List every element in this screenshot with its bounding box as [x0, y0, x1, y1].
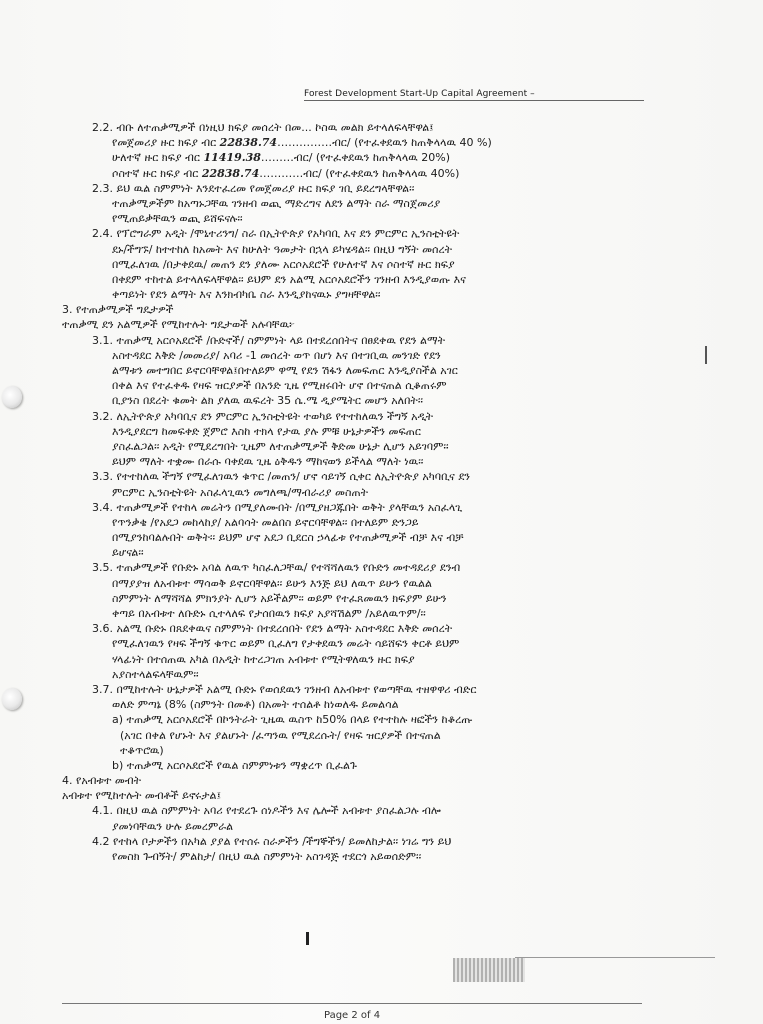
line-tail-text: ………ብር/ (የተፈቀደዉን ከጠቅላላዉ 20%): [260, 151, 451, 165]
line-text: ያስፈልጋል፡፡ አዲት የሚደረግበት ጊዜም ለተጠቃሚዎች ቅድመ ሁኔታ ሊሆን አይገባም፡፡: [112, 439, 449, 453]
line-tail-text: ……………ብር/ (የተፈቀደዉን ከጠቅላላዉ 40 %): [277, 136, 492, 150]
punch-hole: [2, 386, 22, 408]
line-text: ይህም ማለት ተቋሙ በራሱ ባቀደዉ ጊዜ ዕቅዱን ማከናወን ይችላል ማለት ነዉ፡፡: [112, 455, 424, 469]
line-text: ተቆጥሮዉ): [120, 743, 164, 757]
document-line: [62, 803, 662, 818]
document-line: [62, 682, 662, 697]
document-line: [62, 348, 662, 363]
document-line: [62, 439, 662, 454]
document-line: [62, 576, 662, 591]
margin-mark: [705, 346, 707, 364]
line-text: የጥንቃቄ /የአደጋ መከላከያ/ አልባሳት መልበስ ይኖርባቸዋል፡፡ በተለይም ድንጋይ: [112, 515, 419, 529]
handwritten-amount: 22838.74: [201, 166, 260, 180]
document-line: [62, 363, 662, 378]
line-text: ተጠቃሚ ደን አልሚዎች የሚከተሉት ግዴታወች አሉባቸዉ፦: [62, 318, 295, 332]
document-line: [62, 758, 662, 773]
document-line: [62, 545, 662, 560]
stamp-mark: [453, 958, 525, 982]
line-text: ሁለተኛ ዙር ክፍያ ብር: [112, 151, 204, 165]
document-line: [62, 743, 662, 758]
line-text: ስምምነት ለማሻሻል ምክንያት ሊሆን አይችልም፡፡ ወይም የተፈጸመዉን ክፍያም ይሁን: [112, 591, 447, 605]
line-text: አብቱተ የሚከተሉት መብቶች ይኖሩታል፤: [62, 789, 221, 803]
line-text: ተጠቃሚዎችም ከአጣኑጋቸዉ ገንዘብ ወጪ ማድረግና ለደን ልማት ስራ ማስጀመሪያ: [112, 196, 441, 210]
line-text: የሚጠይቃቸዉን ወጪ ይሸፍናሉ፡፡: [112, 212, 243, 226]
line-text: ያመነባቸዉን ሁሉ ይመረምራል: [112, 819, 234, 833]
line-text: እንዲያደርግ ከመፍቀድ ጀምሮ እስከ ተክላ የታዉ ያሉ ምቹ ሁኔታዎችን መፍጠር: [112, 424, 421, 438]
document-line: [62, 515, 662, 530]
document-line: [62, 196, 662, 211]
punch-hole: [2, 688, 22, 710]
line-text: a) ተጠቃሚ አርሶአደሮች በኮንትራት ጊዜዉ ዉስጥ ከ50% በላይ የተተከሉ ዛፎችን ከቆረጡ: [112, 713, 473, 727]
document-line: [62, 181, 662, 196]
handwritten-amount: 11419.38: [203, 151, 261, 165]
line-text: ሃላፊነት በተሰጠዉ አካል በአዲት ከተረጋገጠ አብቱተ የሚትዋለዉን ዙር ክፍያ: [112, 652, 415, 666]
line-text: b) ተጠቃሚ አርሶአደሮች የዉል ስምምነቱን ማቋረጥ ቢፈልጉ: [112, 758, 357, 772]
document-line: [62, 530, 662, 545]
document-line: [62, 378, 662, 393]
line-text: አያስተላልፍላቸዉም፡፡: [112, 667, 199, 681]
line-text: 3.5. ተጠቃሚዎች የቡድኑ አባል ለዉጥ ካስፈለጋቸዉ/ የተሻሻለዉን የቡድን መተዳደሪያ ደንብ: [92, 561, 461, 575]
document-line: [62, 424, 662, 439]
pen-mark: [306, 932, 309, 945]
line-text: በሚያንከባልሉበት ወቅት፡፡ ይህም ሆኖ አደጋ ቢደርስ ኃላፊቱ የተጠቃሚዎች ብቻ እና ብቻ: [112, 531, 464, 545]
line-text: 3.3. የተተከለዉ ችግኝ የሚፈለገዉን ቁጥር /መጠን/ ሆኖ ሳይገኝ ሲቀር ለኢትዮጵያ አካባቢና ደን: [92, 470, 471, 484]
line-text: አስተዳደር እቅድ /መመሪያ/ አባሪ -1 መሰረት ወጥ በሆነ እና በተገቢዉ መንገድ የደን: [112, 348, 441, 362]
line-text: ደኑ/ችግኙ/ ከተተከለ ከአመት እና ከሁለት ዓመታት በኋላ ይካሄዳል፡፡ በዚህ ግኝት መሰረት: [112, 242, 453, 256]
line-text: ቀጣይነት የደን ልማት እና እንክብካቤ ስራ እንዲያከናዉኑ ያግዛቸዋል፡፡: [112, 288, 381, 302]
line-text: ይሆናል፡፡: [112, 546, 144, 560]
line-text: 2.3. ይህ ዉል ስምምነት እንደተፈረመ የመጀመሪያ ዙር ክፍያ ገቢ ይደረግላቸዋል፡፡: [92, 181, 415, 195]
document-line: [62, 317, 662, 332]
document-line: [62, 485, 662, 500]
line-text: ቢያንስ በደረት ቁመት ልክ ያለዉ ዉፍረት 35 ሴ.ሜ ዲያሜትር መሆን አለበት፡፡: [112, 394, 424, 408]
line-text: ቀጣይ በአብቱተ ለቡድኑ ሲተላለፍ የታሰበዉን ክፍያ አያሻሽልም /አይለዉጥም/፡፡: [112, 607, 426, 620]
line-text: 3. የተጠቃሚዎች ግዴታዎች: [62, 303, 174, 317]
line-text: 4. የአብቱተ መብት: [62, 774, 141, 788]
document-line: [62, 500, 662, 515]
line-text: 2.2. ብቡ ለተጠቃሚዎች በነዚህ ክፍያ መሰረት በመ... ኮስዉ መልክ ይተላለፍላቸዋል፤: [92, 121, 434, 134]
document-line: [62, 257, 662, 272]
document-line: [62, 591, 662, 606]
line-text: ሶስተኛ ዙር ክፍያ ብር: [112, 166, 202, 180]
handwritten-amount: 22838.74: [219, 136, 278, 150]
document-line: [62, 272, 662, 287]
page-number: Page 2 of 4: [324, 1010, 381, 1021]
line-text: የመጀመሪያ ዙር ክፍያ ብር: [112, 136, 220, 150]
document-line: [62, 697, 662, 712]
footer-rule-right: [515, 957, 715, 958]
line-text: በሚፈለገዉ /በታቀደዉ/ መጠን ደን ያለሙ አርሶአደሮች የሁለተኛ እና ሶስተኛ ዙር ክፍያ: [112, 257, 455, 271]
document-line: [62, 287, 662, 302]
document-line: [62, 166, 662, 181]
document-line: [62, 712, 662, 727]
line-text: 3.7. በሚከተሉት ሁኔታዎች አልሚ ቡድኑ የወሰደዉን ገንዘብ ለአብቱተ የወጣቸዉ ተዘዋዋሪ ብድር: [92, 682, 477, 696]
document-line: [62, 120, 662, 135]
footer-rule: [62, 1003, 642, 1004]
document-line: [62, 409, 662, 424]
document-line: [62, 150, 662, 165]
document-line: [62, 606, 662, 621]
document-line: [62, 393, 662, 408]
line-text: 3.1. ተጠቃሚ አርሶአደሮች /ቡድኖች/ ስምምነት ላይ በተደረሰበትና በፀደቀዉ የደን ልማት: [92, 333, 446, 347]
line-tail-text: …………ብር/ (የተፈቀደዉን ከጠቅላላዉ 40%): [259, 166, 460, 180]
line-text: የመስክ ጉብኝት/ ምልከታ/ በዚህ ዉል ስምምነት አስገዳጅ ተደርጎ አይወሰድም፡፡: [112, 850, 422, 863]
document-header-title: Forest Development Start-Up Capital Agreement –: [304, 89, 535, 99]
line-text: (አገር በቀል የሆኑት እና ያልሆኑት /ፈጣንዉ የሚደረሱት/ የዛፍ ዝርያዎች በተናጠል: [120, 728, 441, 742]
document-line: [62, 788, 662, 803]
document-line: [62, 211, 662, 226]
document-line: [62, 849, 662, 864]
document-line: [62, 469, 662, 484]
document-line: [62, 728, 662, 743]
line-text: የሚፈለገዉን የዛፍ ችግኝ ቁጥር ወይም ቢፈለግ የታቀደዉን መሬት ሳይሸፍን ቀርቶ ይህም: [112, 637, 460, 651]
line-text: 4.2 የተከላ ቦታዎችን በአካል ያያል የተሰሩ ስራዎችን /ችግኞችን/ ይመለከታል፡፡ ነገሬ ግን ይህ: [92, 834, 452, 848]
document-line: [62, 819, 662, 834]
line-text: 4.1. በዚህ ዉል ስምምነት አባሪ የተደረጉ ሰነዶችን እና ሌሎች አብቱተ ያስፈልጋሉ ብሎ: [92, 804, 441, 818]
line-text: 3.4. ተጠቃሚዎች የተከላ መሬትን በሚያለሙበት /በሚያዘጋጁበት ወቅት ያላቸዉን አስፈላጊ: [92, 500, 463, 514]
document-line: [62, 242, 662, 257]
line-text: በቀደም ተከተል ይተላለፍላቸዋል፡፡ ይህም ደን አልሚ አርሶአደሮችን ገንዘብ እንዲያወጡ እና: [112, 272, 466, 286]
document-line: [62, 621, 662, 636]
line-text: በቀል እና የተፈቀዱ የዛፍ ዝርያዎች በአንድ ጊዜ የሚዘሩበት ሆኖ በተናጠል ሲቆጠሩም: [112, 379, 447, 393]
document-body: [62, 120, 662, 864]
document-line: [62, 667, 662, 682]
document-line: [62, 454, 662, 469]
header-rule: [304, 100, 644, 101]
document-line: [62, 773, 662, 788]
document-line: [62, 333, 662, 348]
line-text: 3.6. አልሚ ቡድኑ በጸደቀዉና ስምምነት በተደረሰበት የደን ልማት አስተዳደር እቅድ መሰረት: [92, 622, 453, 636]
line-text: 2.4. የፕሮግራም አዲት /ሞኒተሪንግ/ ስራ በኢትዮጵያ የአካባቢ እና ደን ምርምር ኢንስቲትዩት: [92, 227, 460, 241]
document-line: [62, 636, 662, 651]
document-line: [62, 560, 662, 575]
line-text: በማያያዝ ለአብቱተ ማሳወቅ ይኖርባቸዋል፡፡ ይሁን እንጅ ይህ ለዉጥ ይሁን የዉልል: [112, 576, 432, 590]
line-text: ልማቱን መተግበር ይኖርባቸዋል፤በተለይም ዋሚ የደን ሽፋን ለመፍጠር እንዲያስችል አገር: [112, 364, 458, 377]
document-line: [62, 302, 662, 317]
line-text: ምርምር ኢንስቲትዩት አስፈላጊዉን መግለጫ/ማብራሪያ መስጠት: [112, 485, 369, 499]
line-text: 3.2. ለኢትዮጵያ አካባቢና ደን ምርምር ኢንስቲትዩት ተወካይ የተተከለዉን ችግኝ አዲት: [92, 409, 434, 423]
document-line: [62, 652, 662, 667]
document-line: [62, 834, 662, 849]
document-line: [62, 135, 662, 150]
line-text: ወለድ ምጣኔ (8% (ስምንት በመቶ) በአመት ተሰልቶ ከነወለዱ ይመልሳል: [112, 698, 399, 712]
document-line: [62, 226, 662, 241]
